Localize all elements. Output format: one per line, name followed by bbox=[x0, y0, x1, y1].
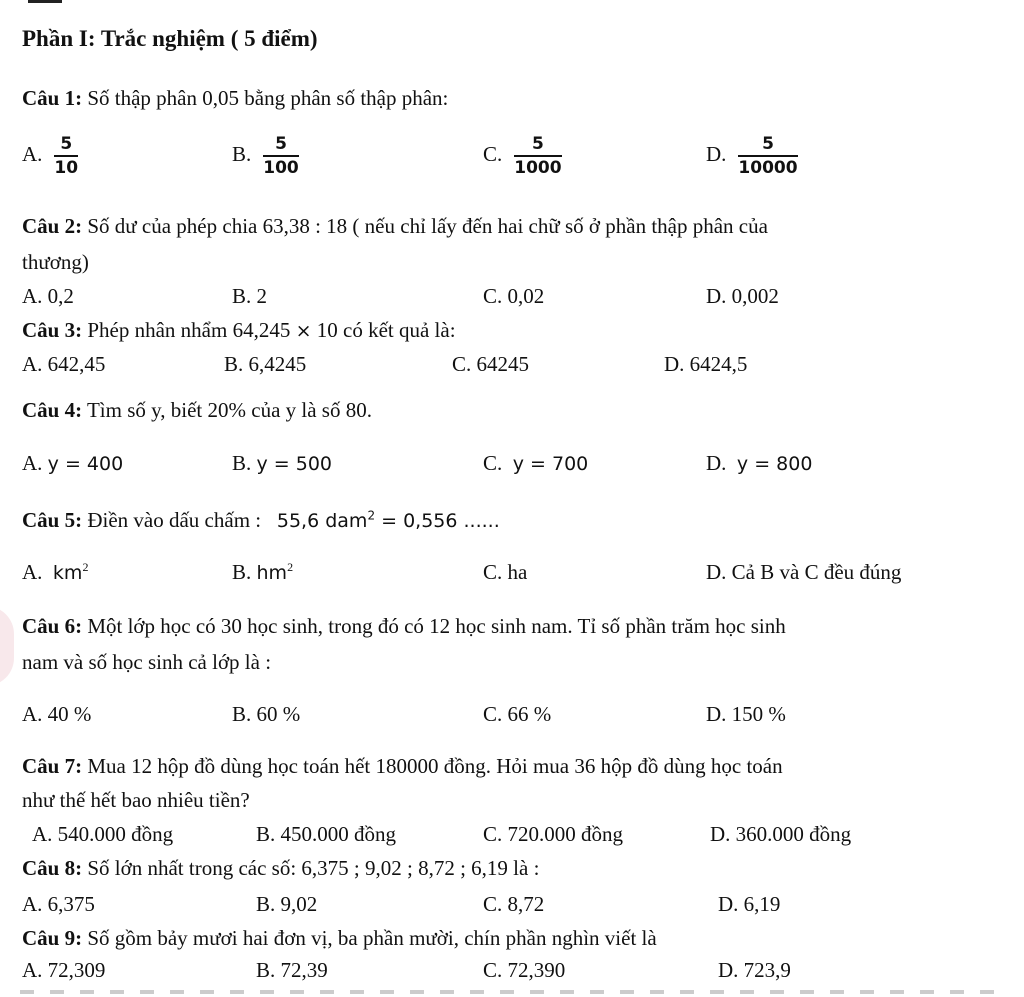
denominator: 10000 bbox=[738, 158, 798, 178]
question-3 bbox=[22, 318, 456, 343]
q6-option-b: B. 60 % bbox=[232, 702, 301, 726]
option-unit-sup: 2 bbox=[82, 560, 89, 574]
question-1-text: Số thập phân 0,05 bằng phân số thập phân: bbox=[87, 86, 449, 110]
question-4 bbox=[22, 398, 372, 423]
q6-option-d: D. 150 % bbox=[706, 702, 786, 726]
question-8 bbox=[22, 856, 539, 881]
q5-option-b bbox=[232, 560, 293, 585]
q1-option-c bbox=[483, 134, 562, 178]
question-5-math bbox=[277, 510, 500, 532]
q9-option-c: C. 72,390 bbox=[483, 958, 566, 982]
q4-option-a bbox=[22, 451, 123, 476]
q9-option-a: A. 72,309 bbox=[22, 958, 106, 982]
math-part-b: = 0,556 ...... bbox=[375, 510, 500, 532]
q8-option-a: A. 6,375 bbox=[22, 892, 95, 916]
option-math: y = 800 bbox=[736, 453, 813, 475]
question-8-label: Câu 8: bbox=[22, 856, 83, 880]
question-4-text: Tìm số y, biết 20% của y là số 80. bbox=[86, 398, 372, 422]
question-7-continued: như thế hết bao nhiêu tiền? bbox=[22, 788, 250, 812]
q1-option-d bbox=[706, 134, 798, 178]
numerator: 5 bbox=[514, 134, 561, 157]
option-letter: B. bbox=[232, 141, 252, 166]
question-1 bbox=[22, 86, 448, 111]
question-6-label: Câu 6: bbox=[22, 614, 83, 638]
option-letter: A. bbox=[22, 141, 43, 166]
question-5-text: Điền vào dấu chấm : bbox=[87, 508, 262, 532]
option-letter: B. bbox=[232, 451, 252, 475]
section-title: Phần I: Trắc nghiệm ( 5 điểm) bbox=[22, 26, 318, 51]
q8-option-d: D. 6,19 bbox=[718, 892, 781, 916]
q3-option-d: D. 6424,5 bbox=[664, 352, 748, 376]
question-2 bbox=[22, 214, 768, 239]
q5-option-a bbox=[22, 560, 88, 585]
q2-option-a: A. 0,2 bbox=[22, 284, 74, 308]
q3-option-a: A. 642,45 bbox=[22, 352, 106, 376]
option-unit-sup: 2 bbox=[287, 560, 294, 574]
q8-option-c: C. 8,72 bbox=[483, 892, 545, 916]
q8-option-b: B. 9,02 bbox=[256, 892, 318, 916]
question-2-continued: thương) bbox=[22, 250, 89, 274]
q3-option-c: C. 64245 bbox=[452, 352, 530, 376]
fraction bbox=[738, 134, 797, 178]
question-6 bbox=[22, 614, 786, 639]
q5-option-d bbox=[706, 560, 901, 585]
question-7 bbox=[22, 754, 783, 779]
question-4-label: Câu 4: bbox=[22, 398, 83, 422]
q9-option-d: D. 723,9 bbox=[718, 958, 791, 982]
q7-option-c: C. 720.000 đồng bbox=[483, 822, 624, 846]
q5-option-c bbox=[483, 560, 527, 585]
q4-option-c bbox=[483, 451, 588, 476]
q7-option-a: A. 540.000 đồng bbox=[32, 822, 174, 846]
denominator: 100 bbox=[263, 158, 299, 178]
question-3-label: Câu 3: bbox=[22, 318, 83, 342]
option-math: y = 700 bbox=[512, 453, 589, 475]
option-unit: ha bbox=[507, 560, 528, 584]
question-3-text-a: Phép nhân nhẩm 64,245 bbox=[87, 318, 291, 342]
question-7-text: Mua 12 hộp đồ dùng học toán hết 180000 đồng. Hỏi mua 36 hộp đồ dùng học toán bbox=[87, 754, 783, 778]
numerator: 5 bbox=[54, 134, 78, 157]
q7-option-b: B. 450.000 đồng bbox=[256, 822, 397, 846]
question-6-continued: nam và số học sinh cả lớp là : bbox=[22, 650, 272, 674]
q2-option-c: C. 0,02 bbox=[483, 284, 545, 308]
math-part-a: 55,6 dam bbox=[276, 510, 368, 532]
option-math: y = 500 bbox=[256, 453, 333, 475]
option-letter: B. bbox=[232, 560, 252, 584]
q7-option-d: D. 360.000 đồng bbox=[710, 822, 852, 846]
option-letter: D. bbox=[706, 560, 727, 584]
question-8-text: Số lớn nhất trong các số: 6,375 ; 9,02 ; 8,72 ; 6,19 là : bbox=[87, 856, 540, 880]
question-2-label: Câu 2: bbox=[22, 214, 83, 238]
option-unit: km bbox=[52, 562, 83, 584]
math-superscript: 2 bbox=[367, 508, 376, 523]
option-letter: D. bbox=[706, 141, 727, 166]
question-6-text: Một lớp học có 30 học sinh, trong đó có 12 học sinh nam. Tỉ số phần trăm học sinh bbox=[87, 614, 786, 638]
question-3-text-b: 10 có kết quả là: bbox=[316, 318, 456, 342]
fraction bbox=[263, 134, 299, 178]
q4-option-b bbox=[232, 451, 332, 476]
option-letter: C. bbox=[483, 451, 503, 475]
denominator: 1000 bbox=[514, 158, 562, 178]
numerator: 5 bbox=[263, 134, 299, 157]
option-letter: A. bbox=[22, 451, 43, 475]
option-math: y = 400 bbox=[47, 453, 124, 475]
q6-option-a: A. 40 % bbox=[22, 702, 92, 726]
fraction bbox=[54, 134, 78, 178]
question-9-text: Số gồm bảy mươi hai đơn vị, ba phần mười, chín phần nghìn viết là bbox=[87, 926, 657, 950]
question-7-label: Câu 7: bbox=[22, 754, 83, 778]
question-9-label: Câu 9: bbox=[22, 926, 83, 950]
cut-off-next-line bbox=[20, 990, 1000, 994]
q1-option-a bbox=[22, 134, 78, 178]
question-9 bbox=[22, 926, 657, 951]
q6-option-c: C. 66 % bbox=[483, 702, 552, 726]
option-unit: hm bbox=[256, 562, 288, 584]
question-5-label: Câu 5: bbox=[22, 508, 83, 532]
left-edge-mark bbox=[0, 606, 14, 686]
times-sign: × bbox=[295, 320, 312, 342]
q1-option-b bbox=[232, 134, 299, 178]
option-letter: C. bbox=[483, 560, 503, 584]
q2-option-b: B. 2 bbox=[232, 284, 268, 308]
top-edge-mark bbox=[28, 0, 62, 3]
numerator: 5 bbox=[738, 134, 797, 157]
q9-option-b: B. 72,39 bbox=[256, 958, 328, 982]
q3-option-b: B. 6,4245 bbox=[224, 352, 307, 376]
question-1-label: Câu 1: bbox=[22, 86, 83, 110]
option-letter: A. bbox=[22, 560, 43, 584]
option-letter: C. bbox=[483, 141, 503, 166]
fraction bbox=[514, 134, 561, 178]
q2-option-d: D. 0,002 bbox=[706, 284, 779, 308]
question-5 bbox=[22, 508, 500, 533]
option-text: Cả B và C đều đúng bbox=[731, 560, 902, 584]
q4-option-d bbox=[706, 451, 812, 476]
denominator: 10 bbox=[54, 158, 79, 178]
option-letter: D. bbox=[706, 451, 727, 475]
question-2-text: Số dư của phép chia 63,38 : 18 ( nếu chỉ lấy đến hai chữ số ở phần thập phân của bbox=[87, 214, 768, 238]
